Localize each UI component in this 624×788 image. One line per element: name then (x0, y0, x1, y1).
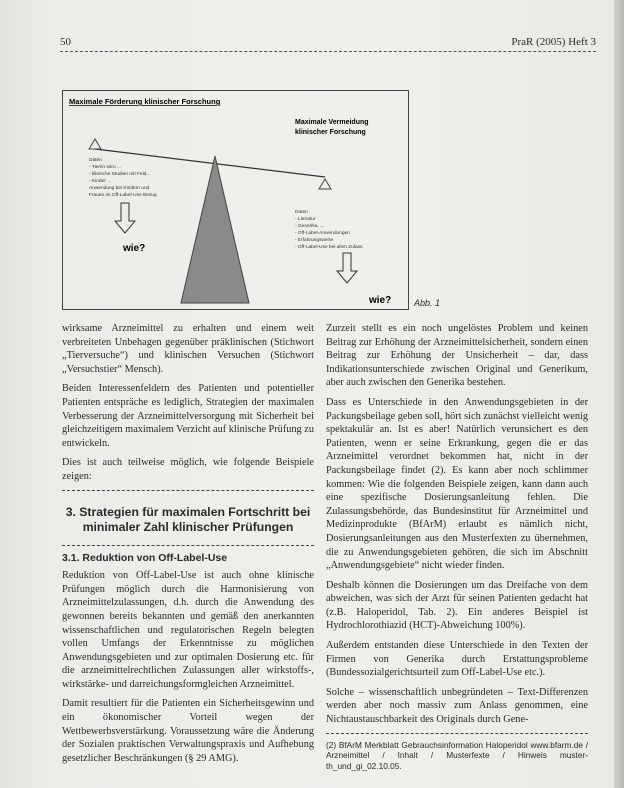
section-rule-bottom (62, 545, 314, 546)
balance-fulcrum (181, 156, 249, 303)
page-header (40, 36, 614, 50)
left-paragraph-1: wirksame Arzneimittel zu erhalten und einem weit verbreiteten Unbehagen gegenüber präklinischen (Stichwort „Tierversuche“) und klinischen Versuchen (Stichwort „Versuchstier“ Mensch). (62, 323, 314, 375)
svg-text:- Literatur: - Literatur (295, 217, 316, 222)
figure-caption: Abb. 1 (414, 298, 441, 308)
svg-text:- Generika, ...: - Generika, ... (295, 224, 325, 229)
right-pan-marker (319, 179, 331, 189)
left-down-arrow (115, 203, 135, 233)
figure-right-title-1: Maximale Vermeidung (295, 119, 369, 126)
balance-diagram (63, 91, 408, 309)
svg-text:Anwendung bei Kindern und: Anwendung bei Kindern und (89, 186, 150, 191)
footnote: (2) BfArM Merkblatt Gebrauchsinformation Haloperidol www.bfarm.de / Arzneimittel / Inhalt / Musterfexte / Hinweis muster-th_und_gi_02.10.05. (326, 739, 588, 771)
right-column (326, 322, 588, 771)
section-heading: 3. Strategien für maximalen Fortschritt bei minimaler Zahl klinischer Prüfungen (65, 504, 311, 534)
right-paragraph-4: Außerdem entstanden diese Unterschiede in den Texten der Firmen von Generika durch Erstattungsprobleme (Bundessozialgerichtsurteil zum Off-Label-Use etc.). (326, 640, 588, 679)
footnote-rule (326, 733, 588, 734)
left-paragraph-2: Beiden Interessenfeldern des Patienten und potentieller Patienten entspräche es lediglich, Strategien der maximalen Verbesserung der Arzneimittelversorgung mit Sicherheit bei gleichzeitigem maximalem Verzicht auf klinische Prüfung zu entwickeln. (62, 383, 315, 449)
figure-balance (62, 90, 409, 310)
journal-reference: PraR (2005) Heft 3 (511, 36, 596, 48)
left-pan-marker (89, 139, 101, 149)
svg-text:Daten: Daten (295, 210, 308, 215)
figure-title: Maximale Förderung klinischer Forschung (69, 97, 221, 106)
right-data-box (295, 209, 364, 250)
page-number: 50 (60, 36, 71, 48)
left-column (62, 322, 314, 771)
section-rule-top (62, 490, 314, 491)
right-down-arrow (337, 253, 357, 283)
right-paragraph-3: Deshalb können die Dosierungen um das Dreifache von dem abweichen, was sich der Arzt für seinen Patienten gedacht hat (z.B. Haloperidol, Tab. 2). Ein anderes Beispiel ist Hydrochlorothiazid (HCT)-Abweichung 100%). (326, 579, 588, 632)
figure-right-title-2: klinischer Forschung (295, 129, 366, 136)
question-right: wie? (369, 295, 392, 306)
svg-text:Frauen im Off-Label-Use Bezug: Frauen im Off-Label-Use Bezug (89, 193, 157, 198)
right-paragraph-2: Dass es Unterschiede in den Anwendungsgebieten in der Packungsbeilage geben soll, hört sich zunächst vielleicht wenig spektakulär an. Ist es aber! Natürlich verunsichert es den Patienten, wenn er seine Erkrankung, gegen die er das Arzneimittel verordnet bekommen hat, nicht in der Packungsbeilage findet (2). Es kann aber noch schlimmer kommen: Wie die folgenden Beispiele zeigen, kann dann auch eine spezifische Dosierungsanleitung fehlen. Die Zulassungsbehörde, das Bundesinstitut für Arzneimittel und Medizinprodukte (BfArM) erlaubt es nämlich nicht, Dosierungsanleitungen aus den Musterfexten zu übernehmen, die zu Anwendungsgebieten gehören, die sich im Abschnitt „Anwendungsgebiete“ nicht wieder finden. (326, 396, 588, 572)
svg-text:- Kinder ...: - Kinder ... (89, 179, 112, 184)
left-paragraph-3: Dies ist auch teilweise möglich, wie folgende Beispiele zeigen: (62, 457, 314, 482)
right-paragraph-1: Zurzeit stellt es ein noch ungelöstes Problem und keinen Beitrag zur Erhöhung der Arzneimittelsicherheit, sondern einen Beitrag zur Erhöhung der Unsicherheit – dar, dass Indikationsunterschiede zwischen Original und Generikum, aber auch zwischen den Generika bestehen. (326, 323, 588, 389)
svg-text:- Tier/in-vitro ...: - Tier/in-vitro ... (89, 165, 121, 170)
svg-text:- Off-Label-Use bei allen Zula: - Off-Label-Use bei allen Zulass. (295, 245, 364, 250)
svg-text:- Off-Label-Anwendungen: - Off-Label-Anwendungen (295, 231, 350, 236)
question-left: wie? (123, 243, 146, 254)
left-paragraph-4: Reduktion von Off-Label-Use ist auch ohne klinische Prüfungen möglich durch die Harmonisierung von Arzneimittelzulassungen, d.h. durch die Anwendung des gewonnen bereits bekannten und gemäß den anerkannten wissenschaftlichen und regulatorischen Regeln belegten vollen Umfangs der Erkenntnisse zu möglichen Anwendungsgebieten und zur optimalen Dosierung etc. für die arzneimittelrechtlichen Zulassungen aller wirkstoffs-, wirkstärke- und darreichungsformgleichen Arzneimittel. (62, 570, 314, 690)
header-rule (60, 51, 596, 52)
left-data-box (89, 157, 157, 198)
left-paragraph-5: Damit resultiert für die Patienten ein Sicherheitsgewinn und ein ökonomischer Vorteil wegen der Wettbewerbsverstärkung. Voraussetzung wäre die Änderung der Sozialen praktischen Verwaltungspraxis und Aufhebung gesetzlicher Beschränkungen (§ 29 AMG). (62, 698, 314, 764)
right-paragraph-5: Solche – wissenschaftlich unbegründeten – Text-Differenzen werden aber noch massiv zum Anlass genommen, eine Nichtaustauschbarkeit des Originals durch Gene- (326, 686, 588, 726)
svg-text:Daten: Daten (89, 158, 102, 163)
svg-text:- Erfahrungswerte: - Erfahrungswerte (295, 238, 334, 243)
svg-text:- klinische Studien mit Feld..: - klinische Studien mit Feld... (89, 172, 151, 177)
scan-edge (614, 0, 624, 788)
subsection-heading: 3.1. Reduktion von Off-Label-Use (62, 551, 228, 564)
